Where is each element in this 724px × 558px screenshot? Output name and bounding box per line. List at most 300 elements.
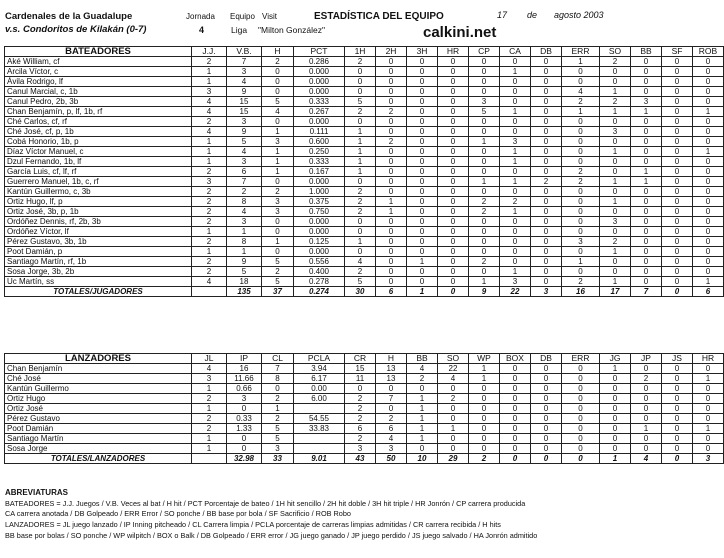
table-cell: 0 <box>531 374 562 384</box>
table-cell: 3 <box>376 444 407 454</box>
table-cell: 1 <box>262 147 294 157</box>
table-cell: 0 <box>500 444 531 454</box>
table-cell: 1 <box>600 87 631 97</box>
table-cell: 3 <box>600 127 631 137</box>
table-cell: 1 <box>438 424 469 434</box>
batter-row <box>5 187 724 197</box>
table-cell: 2 <box>376 414 407 424</box>
table-cell: 1 <box>469 177 500 187</box>
table-cell: 7 <box>631 287 662 297</box>
table-cell: 4 <box>192 277 227 287</box>
table-cell: 33 <box>262 454 294 464</box>
table-cell: 0 <box>531 444 562 454</box>
batter-row-label: Dzul Fernando, 1b, lf <box>5 157 192 167</box>
table-cell: 0 <box>662 97 693 107</box>
table-cell: 4 <box>631 454 662 464</box>
table-cell: 17 <box>600 287 631 297</box>
table-cell: 0 <box>438 107 469 117</box>
table-cell: 0 <box>562 444 600 454</box>
table-cell: 5 <box>262 424 294 434</box>
table-cell: 1 <box>192 444 227 454</box>
table-cell: 0 <box>631 197 662 207</box>
table-cell: 0 <box>500 394 531 404</box>
table-cell: 1 <box>500 67 531 77</box>
table-cell: 1 <box>262 167 294 177</box>
table-cell: 0 <box>500 57 531 67</box>
table-cell: 0.111 <box>294 127 345 137</box>
table-cell: 0 <box>438 227 469 237</box>
table-cell: 4 <box>192 107 227 117</box>
table-cell: 0 <box>407 177 438 187</box>
table-cell: 0.167 <box>294 167 345 177</box>
table-cell: 1 <box>192 227 227 237</box>
table-cell: 0 <box>376 177 407 187</box>
table-cell: 0 <box>376 247 407 257</box>
table-cell: 0.00 <box>294 384 345 394</box>
table-cell: 0 <box>662 267 693 277</box>
table-cell: 0 <box>600 157 631 167</box>
table-cell: 0 <box>407 127 438 137</box>
table-cell: 0 <box>662 87 693 97</box>
table-cell: 0 <box>631 87 662 97</box>
table-cell: 1 <box>345 167 376 177</box>
table-cell: 2 <box>469 454 500 464</box>
table-cell: 0 <box>562 197 600 207</box>
table-cell: 0 <box>376 97 407 107</box>
table-cell: 0.000 <box>294 87 345 97</box>
table-cell: 0 <box>631 127 662 137</box>
batter-row <box>5 237 724 247</box>
table-cell: 3 <box>500 137 531 147</box>
table-cell: 0 <box>600 444 631 454</box>
table-cell: 0 <box>469 237 500 247</box>
table-cell <box>294 404 345 414</box>
table-cell: 0 <box>662 67 693 77</box>
table-cell: 1 <box>600 277 631 287</box>
table-cell: 0.556 <box>294 257 345 267</box>
table-cell: 0 <box>438 247 469 257</box>
batter-row <box>5 167 724 177</box>
abbreviations-line: BATEADORES = J.J. Juegos / V.B. Veces al bat / H hit / PCT Porcentaje de bateo / 1H hit sencillo / 2H hit doble / 3H hit triple / HR Jonrón / CP carrera producida <box>5 498 526 508</box>
site-name: calkini.net <box>423 24 497 41</box>
abbreviations-line: LANZADORES = JL juego lanzado / IP Inning pitcheado / CL Carrera limpia / PCLA porcentaje de carreras limpias admitidas / CR carrera recibida / H hits <box>5 520 501 530</box>
table-cell: 2 <box>562 97 600 107</box>
table-cell: 1 <box>693 277 724 287</box>
pitcher-row <box>5 434 724 444</box>
table-cell: 2 <box>562 167 600 177</box>
table-cell: 0 <box>407 77 438 87</box>
batting-header-row <box>5 47 724 57</box>
table-cell: 2 <box>227 187 262 197</box>
table-cell: 0 <box>376 167 407 177</box>
table-cell: 0 <box>407 67 438 77</box>
table-cell: 4 <box>407 364 438 374</box>
table-cell: 0 <box>500 414 531 424</box>
table-cell: 0 <box>631 247 662 257</box>
table-cell: 0 <box>345 77 376 87</box>
table-cell: 1 <box>631 177 662 187</box>
table-cell: 0 <box>600 414 631 424</box>
table-cell: 0 <box>376 237 407 247</box>
table-cell: 0.267 <box>294 107 345 117</box>
table-cell: 1 <box>693 424 724 434</box>
table-cell: 3 <box>192 374 227 384</box>
table-cell: 2 <box>192 267 227 277</box>
table-cell: 6.17 <box>294 374 345 384</box>
table-cell: 0 <box>562 187 600 197</box>
table-cell: 2 <box>376 137 407 147</box>
table-cell: 5 <box>262 257 294 267</box>
table-cell: 0 <box>562 414 600 424</box>
batter-row <box>5 67 724 77</box>
table-cell: 16 <box>227 364 262 374</box>
table-cell: 0 <box>631 67 662 77</box>
table-cell: 0 <box>600 67 631 77</box>
table-cell: 0 <box>469 414 500 424</box>
abbreviations-line: CA carrera anotada / DB Golpeado / ERR Error / SO ponche / BB base por bola / SF Sacrificio / ROB Robo <box>5 509 351 519</box>
table-cell: 0 <box>469 424 500 434</box>
table-cell: 2H <box>376 47 407 57</box>
pitcher-row <box>5 404 724 414</box>
table-cell: 0 <box>438 257 469 267</box>
table-cell: 0 <box>407 217 438 227</box>
table-cell: 0 <box>438 137 469 147</box>
batter-row <box>5 127 724 137</box>
table-cell: 1 <box>693 107 724 117</box>
table-cell: H <box>262 47 294 57</box>
table-cell: 0 <box>631 77 662 87</box>
table-cell: 0 <box>500 434 531 444</box>
table-cell: 9 <box>227 257 262 267</box>
table-cell: 2 <box>600 57 631 67</box>
table-cell: 0.33 <box>227 414 262 424</box>
table-cell: 2 <box>376 107 407 117</box>
table-cell: 0 <box>600 434 631 444</box>
table-cell: 3.94 <box>294 364 345 374</box>
table-cell: 0 <box>407 97 438 107</box>
table-cell: PCLA <box>294 354 345 364</box>
table-cell: 4 <box>192 364 227 374</box>
table-cell: 2 <box>192 237 227 247</box>
table-cell: 0 <box>500 217 531 227</box>
table-cell: V.B. <box>227 47 262 57</box>
table-cell: 0 <box>500 257 531 267</box>
table-cell: 0 <box>262 217 294 227</box>
table-cell: 0 <box>631 404 662 414</box>
batter-row-label: Uc Martín, ss <box>5 277 192 287</box>
batting-totals-row-label: TOTALES/JUGADORES <box>5 287 192 297</box>
table-cell: 0 <box>469 127 500 137</box>
table-cell: 0 <box>693 117 724 127</box>
table-cell: 0 <box>631 187 662 197</box>
table-cell: 6 <box>227 167 262 177</box>
table-cell: 15 <box>227 107 262 117</box>
table-cell: 1 <box>407 287 438 297</box>
table-cell: 0 <box>631 237 662 247</box>
date-day: 17 <box>497 10 508 20</box>
pitcher-row <box>5 374 724 384</box>
table-cell: SF <box>662 47 693 57</box>
table-cell: 0 <box>376 57 407 67</box>
table-cell: 43 <box>345 454 376 464</box>
table-cell: 135 <box>227 287 262 297</box>
table-cell: 1 <box>469 137 500 147</box>
table-cell: 0 <box>693 237 724 247</box>
pitcher-row <box>5 384 724 394</box>
table-cell: 1 <box>562 107 600 117</box>
table-cell: 1 <box>407 414 438 424</box>
table-cell: 0 <box>438 434 469 444</box>
table-cell: 5 <box>227 137 262 147</box>
table-cell: 0 <box>631 117 662 127</box>
table-cell: 0 <box>631 434 662 444</box>
table-cell: 0 <box>469 117 500 127</box>
table-cell: 3 <box>262 197 294 207</box>
page-title: ESTADÍSTICA DEL EQUIPO <box>314 11 444 22</box>
table-cell: 0 <box>438 87 469 97</box>
table-cell: 0 <box>438 127 469 137</box>
table-cell: 1 <box>500 147 531 157</box>
table-cell: 1 <box>500 267 531 277</box>
table-cell: 0 <box>662 177 693 187</box>
table-cell: 0 <box>376 257 407 267</box>
table-cell: 13 <box>376 374 407 384</box>
table-cell: 0 <box>531 167 562 177</box>
table-cell: 1 <box>192 147 227 157</box>
table-cell: 13 <box>376 364 407 374</box>
table-cell: 0 <box>438 384 469 394</box>
table-cell: 11.66 <box>227 374 262 384</box>
table-cell: 2 <box>262 187 294 197</box>
table-cell: 0 <box>531 187 562 197</box>
table-cell: 6.00 <box>294 394 345 404</box>
table-cell: ERR <box>562 354 600 364</box>
table-cell: CA <box>500 47 531 57</box>
table-cell: 0.66 <box>227 384 262 394</box>
table-cell: 0 <box>631 444 662 454</box>
table-cell: 0 <box>600 167 631 177</box>
table-cell: 0.000 <box>294 217 345 227</box>
batter-row <box>5 97 724 107</box>
table-cell: 0 <box>531 217 562 227</box>
table-cell: 0 <box>438 187 469 197</box>
pitcher-row <box>5 364 724 374</box>
table-cell: 0 <box>469 167 500 177</box>
table-cell: 3 <box>631 97 662 107</box>
table-cell: 5 <box>262 277 294 287</box>
table-cell: 0 <box>376 384 407 394</box>
table-cell: 1 <box>407 404 438 414</box>
table-cell: 0 <box>262 67 294 77</box>
table-cell: 9 <box>227 87 262 97</box>
table-cell: 0 <box>562 117 600 127</box>
table-cell: 0 <box>531 267 562 277</box>
table-cell: 0 <box>562 127 600 137</box>
table-cell: 3H <box>407 47 438 57</box>
table-cell: 2 <box>192 257 227 267</box>
table-cell: 2 <box>345 404 376 414</box>
table-cell: 0 <box>469 217 500 227</box>
table-cell: 0 <box>693 444 724 454</box>
table-cell: 0 <box>438 404 469 414</box>
abbreviations <box>5 488 720 542</box>
table-cell: 1 <box>262 404 294 414</box>
table-cell: 2 <box>262 57 294 67</box>
table-cell: 0 <box>376 87 407 97</box>
table-cell: 0 <box>469 434 500 444</box>
table-cell: 0 <box>631 57 662 67</box>
table-cell: 15 <box>345 364 376 374</box>
table-cell: 1 <box>469 374 500 384</box>
table-cell: 0 <box>531 107 562 117</box>
table-cell: WP <box>469 354 500 364</box>
batter-row <box>5 277 724 287</box>
table-cell: 0 <box>562 434 600 444</box>
table-cell: 7 <box>262 364 294 374</box>
batter-row-label: Arcila Víctor, c <box>5 67 192 77</box>
table-cell <box>192 287 227 297</box>
table-cell: 1 <box>693 147 724 157</box>
table-cell: 0 <box>693 177 724 187</box>
table-cell: 0 <box>693 67 724 77</box>
batter-row <box>5 157 724 167</box>
table-cell: 0 <box>227 444 262 454</box>
table-cell: 0 <box>693 207 724 217</box>
table-cell: 0.333 <box>294 157 345 167</box>
table-cell: 30 <box>345 287 376 297</box>
table-cell: 2 <box>192 424 227 434</box>
table-cell: 29 <box>438 454 469 464</box>
table-cell: BOX <box>500 354 531 364</box>
pitcher-row-label: Pérez Gustavo <box>5 414 192 424</box>
away-team: v.s. Condoritos de Kilakán (0-7) <box>5 24 147 35</box>
table-cell: 0 <box>407 157 438 167</box>
table-cell: 1.000 <box>294 187 345 197</box>
table-cell: 1 <box>631 107 662 117</box>
table-cell: 0 <box>500 77 531 87</box>
pitcher-row-label: Ortiz Hugo <box>5 394 192 404</box>
table-cell: 0 <box>662 444 693 454</box>
batter-row <box>5 217 724 227</box>
table-cell: 0 <box>500 237 531 247</box>
table-cell: 0 <box>600 374 631 384</box>
table-cell: 0 <box>662 197 693 207</box>
table-cell: 0 <box>500 247 531 257</box>
table-cell: 1 <box>562 57 600 67</box>
table-cell: 0 <box>438 207 469 217</box>
table-cell: 1 <box>192 247 227 257</box>
table-cell: 0 <box>631 267 662 277</box>
table-cell: 0 <box>376 117 407 127</box>
table-cell: BB <box>407 354 438 364</box>
table-cell: 0 <box>662 277 693 287</box>
table-cell: 0 <box>631 414 662 424</box>
table-cell: 2 <box>531 177 562 187</box>
pitcher-row-label: Sosa Jorge <box>5 444 192 454</box>
table-cell: 3 <box>227 217 262 227</box>
pitcher-row <box>5 444 724 454</box>
table-cell: 0 <box>693 77 724 87</box>
table-cell: 4 <box>227 147 262 157</box>
table-cell: 0 <box>662 227 693 237</box>
table-cell: 0 <box>562 394 600 404</box>
table-cell: 0 <box>438 414 469 424</box>
table-cell: 16 <box>562 287 600 297</box>
table-cell: 0 <box>631 364 662 374</box>
table-cell: 0 <box>662 117 693 127</box>
table-cell: 0 <box>438 117 469 127</box>
table-cell: 0 <box>438 277 469 287</box>
table-cell: 2 <box>192 117 227 127</box>
table-cell: 1 <box>500 207 531 217</box>
table-cell: 4 <box>345 257 376 267</box>
table-cell: 1 <box>192 67 227 77</box>
table-cell: 0 <box>438 97 469 107</box>
table-cell: 0 <box>376 217 407 227</box>
table-cell: 0.600 <box>294 137 345 147</box>
table-cell: 2 <box>345 57 376 67</box>
table-cell: 1 <box>469 364 500 374</box>
table-cell: 0 <box>345 67 376 77</box>
batter-row-label: García Luis, cf, lf, rf <box>5 167 192 177</box>
table-cell: 8 <box>227 237 262 247</box>
table-cell: 0 <box>262 227 294 237</box>
table-cell: 0 <box>500 374 531 384</box>
table-cell: 0 <box>407 107 438 117</box>
table-cell: 2 <box>345 434 376 444</box>
table-cell: HR <box>438 47 469 57</box>
date-month-year: agosto 2003 <box>554 10 604 20</box>
table-cell: 2 <box>345 414 376 424</box>
table-cell: 0 <box>345 247 376 257</box>
table-cell: 0 <box>600 207 631 217</box>
table-cell: 2 <box>562 177 600 187</box>
table-cell: 0 <box>600 267 631 277</box>
table-cell: 0.750 <box>294 207 345 217</box>
table-cell: 0 <box>531 127 562 137</box>
table-cell: 0 <box>600 404 631 414</box>
table-cell: 1 <box>345 127 376 137</box>
batter-row <box>5 137 724 147</box>
batter-row-label: Canul Marcial, c, 1b <box>5 87 192 97</box>
table-cell: 1 <box>600 107 631 117</box>
batting-table <box>4 46 724 297</box>
pitcher-row-label: Poot Damián <box>5 424 192 434</box>
table-cell: 9 <box>227 127 262 137</box>
pitching-totals-row <box>5 454 724 464</box>
table-cell: 0 <box>562 364 600 374</box>
table-cell: 1 <box>562 257 600 267</box>
home-team: Cardenales de la Guadalupe <box>5 11 133 22</box>
table-cell: 0 <box>693 57 724 67</box>
table-cell: 1 <box>376 197 407 207</box>
table-cell: 1 <box>345 147 376 157</box>
table-cell: 2 <box>469 197 500 207</box>
table-cell: 0 <box>562 374 600 384</box>
table-cell: 1 <box>192 384 227 394</box>
table-cell: 0 <box>438 157 469 167</box>
table-cell: 3 <box>469 97 500 107</box>
table-cell: 0 <box>531 247 562 257</box>
abbreviations-title: ABREVIATURAS <box>5 488 68 497</box>
table-cell: 0 <box>693 187 724 197</box>
table-cell: 0 <box>531 404 562 414</box>
table-cell: 0 <box>345 384 376 394</box>
batter-row-label: Ávila Rodrigo, lf <box>5 77 192 87</box>
table-cell: 0 <box>531 97 562 107</box>
table-cell: PCT <box>294 47 345 57</box>
table-cell: 0 <box>600 424 631 434</box>
